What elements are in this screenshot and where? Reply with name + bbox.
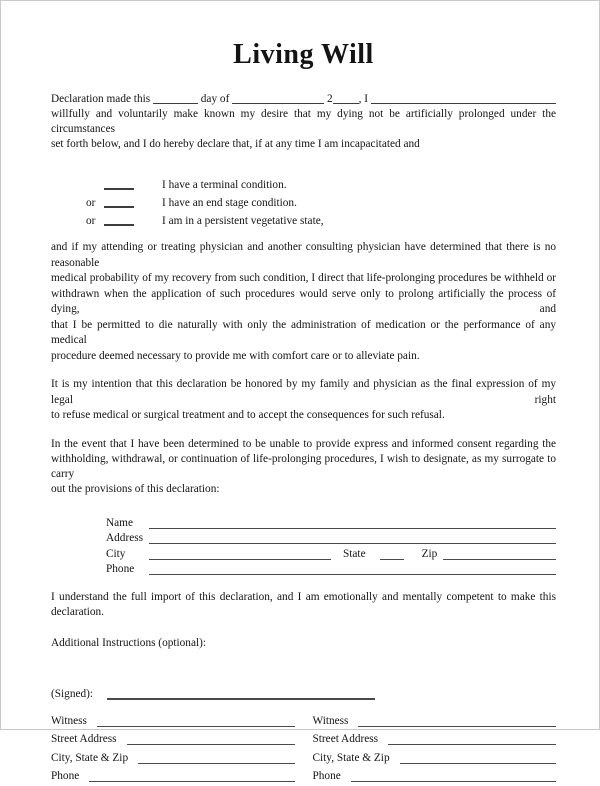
surrogate-name-line[interactable] [149,517,556,529]
witness-label: Witness [312,714,349,727]
city-label: City [106,547,126,560]
comma-i-text: , I [358,93,369,105]
signed-row [51,685,556,700]
witness1-phone-row [51,767,295,786]
surrogate-fields-block [106,514,556,576]
surrogate-address-line[interactable] [149,532,556,544]
directive-line: medical probability of my recovery from such condition, I direct that life-prolonging procedures be withheld or [51,272,556,284]
zip-label: Zip [421,547,438,560]
surrogate-intro-line: withholding, withdrawal, or continuation of life-prolonging procedures, I wish to designate, as my surrogate to carry [51,452,556,480]
document-title: Living Will [233,39,374,70]
witness1-city-line[interactable] [138,752,294,764]
terminal-condition-line[interactable] [104,178,134,190]
witness2-name-row [313,712,557,731]
additional-instructions-label: Additional Instructions (optional): [51,636,206,649]
condition-options [86,176,556,230]
surrogate-name-row [106,514,556,530]
witness2-street-line[interactable] [388,733,556,745]
witness2-street-row [313,730,557,749]
intention-line: It is my intention that this declaration be honored by my family and physician as the final expression of my legal right [51,378,556,406]
witness2-city-line[interactable] [400,752,556,764]
surrogate-phone-row [106,560,556,576]
terminal-condition-text: I have a terminal condition. [162,179,287,191]
phone-label: Phone [106,563,135,575]
directive-paragraph [51,240,556,364]
competence-paragraph [51,590,556,620]
declaration-made-this-text: Declaration made this [51,93,151,105]
street-address-label: Street Address [51,733,117,745]
intention-line: to refuse medical or surgical treatment and to accept the consequences for such refusal. [51,409,445,421]
surrogate-city-line[interactable] [149,548,331,560]
end-stage-condition-line[interactable] [104,196,134,208]
surrogate-phone-line[interactable] [149,563,556,575]
witness2-phone-row [313,767,557,786]
or-label: or [86,197,96,209]
surrogate-intro-line: In the event that I have been determined to be unable to provide express and informed consent regarding the [51,437,556,450]
declarant-name-field-line[interactable] [371,93,556,104]
witness1-name-row [51,712,295,731]
month-field-line[interactable] [232,93,324,104]
signature-line[interactable] [107,688,375,700]
signed-label: (Signed): [51,687,94,700]
intention-paragraph [51,377,556,424]
state-label: State [343,547,366,560]
phone-label: Phone [51,770,80,782]
year-field-line[interactable] [333,93,359,104]
witness1-street-row [51,730,295,749]
street-address-label: Street Address [312,733,379,745]
surrogate-intro-paragraph [51,437,556,497]
year-prefix-text: 2 [326,93,333,105]
condition-row-end-stage [86,194,556,212]
declaration-date-line [51,91,556,107]
condition-row-terminal [86,176,556,194]
surrogate-state-line[interactable] [380,548,404,560]
witness-label: Witness [51,714,87,727]
day-of-text: day of [200,93,230,105]
witness2-city-row [313,749,557,768]
condition-row-vegetative [86,212,556,230]
directive-line: and if my attending or treating physician and another consulting physician have determined that there is no reasonable [51,241,556,269]
witness-section [51,712,556,786]
witness1-name-line[interactable] [97,715,295,727]
phone-label: Phone [312,770,341,782]
city-state-zip-label: City, State & Zip [51,751,129,764]
surrogate-city-row [106,545,556,561]
witness2-name-line[interactable] [358,715,556,727]
city-state-zip-label: City, State & Zip [312,751,390,764]
vegetative-state-line[interactable] [104,214,134,226]
competence-line: declaration. [51,605,105,618]
witness2-phone-line[interactable] [351,770,556,782]
declaration-line-3: set forth below, and I do hereby declare that, if at any time I am incapacitated and [51,138,420,150]
directive-line: withdrawn when the application of such procedures would serve only to prolong artificially the process of dying, and [51,287,556,315]
vegetative-state-text: I am in a persistent vegetative state, [162,215,324,227]
surrogate-zip-line[interactable] [443,548,556,560]
witness1-phone-line[interactable] [89,770,294,782]
surrogate-intro-line: out the provisions of this declaration: [51,482,220,495]
declaration-paragraph [51,91,556,152]
directive-line: that I be permitted to die naturally with only the administration of medication or the performance of any medical [51,318,556,346]
address-label: Address [106,532,144,544]
day-field-line[interactable] [153,93,198,104]
witness1-city-row [51,749,295,768]
competence-line: I understand the full import of this declaration, and I am emotionally and mentally competent to make this [51,590,556,603]
surrogate-address-row [106,529,556,545]
directive-line: procedure deemed necessary to provide me with comfort care or to alleviate pain. [51,349,420,362]
end-stage-condition-text: I have an end stage condition. [162,197,297,209]
declaration-line-2: willfully and voluntarily make known my desire that my dying not be artificially prolonged under the circumstances [51,108,556,135]
or-label: or [86,215,96,227]
witness1-street-line[interactable] [127,733,295,745]
name-label: Name [106,516,133,529]
